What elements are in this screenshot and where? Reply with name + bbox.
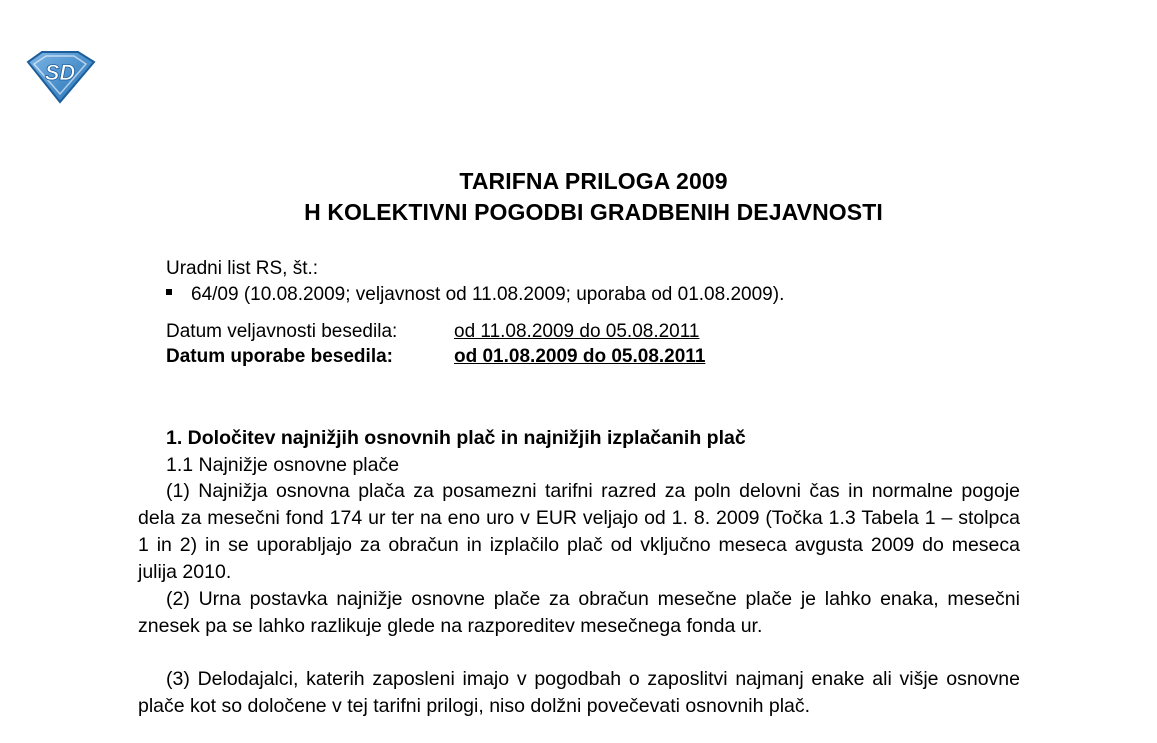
- paragraph-2: (2) Urna postavka najnižje osnovne plače za obračun mesečne plače je lahko enaka, mesečni znesek pa se lahko razlikuje glede na razporeditev mesečnega fonda ur.: [138, 588, 1020, 637]
- subsection-heading: 1.1 Najnižje osnovne plače: [166, 454, 400, 476]
- section-heading: 1. Določitev najnižjih osnovnih plač in najnižjih izplačanih plač: [166, 427, 746, 449]
- bullet-icon: [166, 289, 172, 295]
- application-label: Datum uporabe besedila:: [166, 346, 393, 367]
- paragraph-3: (3) Delodajalci, katerih zaposleni imajo v pogodbah o zaposlitvi najmanj enake ali višje osnovne plače kot so določene v tej tarifni prilogi, niso dolžni povečevati osnovnih plač.: [138, 668, 1020, 717]
- gazette-label: Uradni list RS, št.:: [166, 258, 319, 279]
- gazette-entry-text: 64/09 (10.08.2009; veljavnost od 11.08.2009; uporaba od 01.08.2009).: [191, 284, 785, 305]
- gazette-entry: [166, 283, 784, 307]
- svg-text:SD: SD: [44, 60, 76, 85]
- validity-value: od 11.08.2009 do 05.08.2011: [454, 321, 700, 342]
- validity-label: Datum veljavnosti besedila:: [166, 321, 398, 342]
- document-title-line-2: H KOLEKTIVNI POGODBI GRADBENIH DEJAVNOSTI: [304, 199, 883, 225]
- application-value: od 01.08.2009 do 05.08.2011: [454, 346, 706, 367]
- document-title-line-1: TARIFNA PRILOGA 2009: [459, 168, 728, 194]
- logo: [22, 50, 98, 106]
- sd-diamond-logo-icon: [22, 50, 98, 106]
- validity-date-row: [166, 320, 699, 344]
- application-date-row: [166, 345, 705, 369]
- paragraph-1: (1) Najnižja osnovna plača za posamezni tarifni razred za poln delovni čas in normalne pogoje dela za mesečni fond 174 ur ter na eno uro v EUR veljajo od 1. 8. 2009 (Točka 1.3 Tabela 1 – stolpca 1 in 2) in se uporabljajo za obračun in izplačilo plač od vključno meseca avgusta 2009 do meseca julija 2010.: [138, 480, 1020, 583]
